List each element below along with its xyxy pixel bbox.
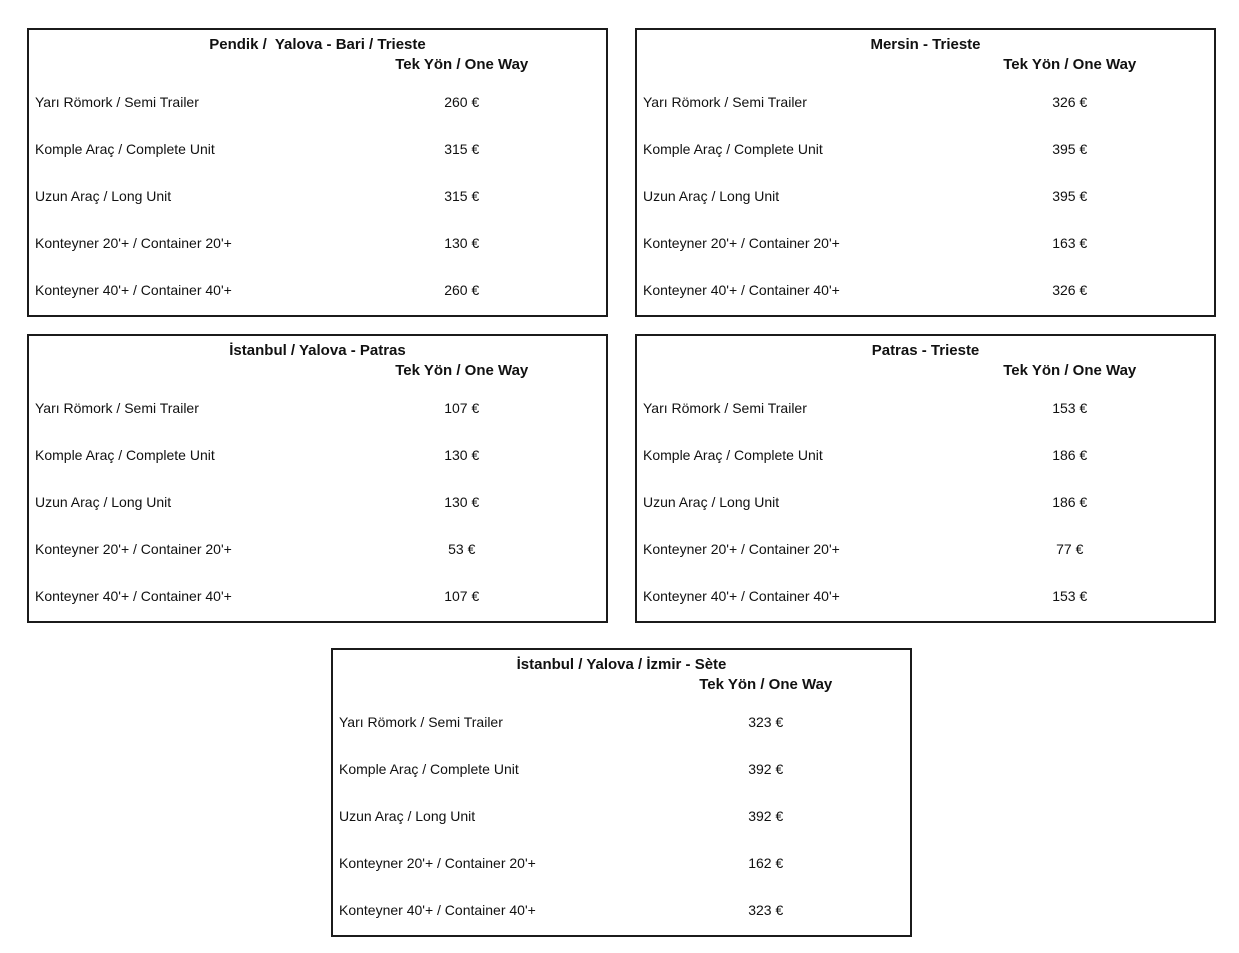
- table-row: [333, 698, 910, 745]
- price-table-patras-trieste: [635, 334, 1216, 623]
- row-price: 260 €: [444, 281, 480, 298]
- row-price: 130 €: [444, 446, 480, 463]
- row-label: Yarı Römork / Semi Trailer: [339, 713, 503, 730]
- table-row: [637, 219, 1214, 266]
- row-label: Komple Araç / Complete Unit: [35, 446, 215, 463]
- row-price: 315 €: [444, 140, 480, 157]
- column-header-one-way: Tek Yön / One Way: [1003, 56, 1137, 73]
- price-table-mersin-trieste: [635, 28, 1216, 317]
- row-label: Komple Araç / Complete Unit: [643, 140, 823, 157]
- table-row: [637, 172, 1214, 219]
- route-title: İstanbul / Yalova / İzmir - Sète: [516, 656, 727, 673]
- row-price: 107 €: [444, 587, 480, 604]
- route-title: İstanbul / Yalova - Patras: [229, 342, 406, 359]
- table-row: [333, 745, 910, 792]
- table-row: [637, 384, 1214, 431]
- row-label: Komple Araç / Complete Unit: [339, 760, 519, 777]
- route-title: Pendik / Yalova - Bari / Trieste: [209, 36, 426, 53]
- row-price: 153 €: [1052, 399, 1088, 416]
- row-price: 260 €: [444, 93, 480, 110]
- column-header-one-way: Tek Yön / One Way: [1003, 362, 1137, 379]
- row-label: Konteyner 40'+ / Container 40'+: [643, 587, 840, 604]
- table-row: [637, 78, 1214, 125]
- row-price: 186 €: [1052, 446, 1088, 463]
- row-price: 323 €: [748, 713, 784, 730]
- row-label: Uzun Araç / Long Unit: [35, 187, 172, 204]
- row-price: 53 €: [448, 540, 476, 557]
- row-label: Uzun Araç / Long Unit: [339, 807, 476, 824]
- price-rows: [333, 698, 910, 933]
- table-row: [29, 78, 606, 125]
- row-label: Komple Araç / Complete Unit: [35, 140, 215, 157]
- column-header-one-way: Tek Yön / One Way: [395, 362, 529, 379]
- row-price: 130 €: [444, 493, 480, 510]
- row-label: Konteyner 20'+ / Container 20'+: [643, 234, 840, 251]
- row-price: 395 €: [1052, 187, 1088, 204]
- table-row: [29, 125, 606, 172]
- table-row: [333, 839, 910, 886]
- route-title: Patras - Trieste: [871, 342, 980, 359]
- row-price: 395 €: [1052, 140, 1088, 157]
- row-price: 77 €: [1056, 540, 1084, 557]
- table-row: [29, 431, 606, 478]
- row-label: Konteyner 20'+ / Container 20'+: [35, 234, 232, 251]
- row-label: Yarı Römork / Semi Trailer: [35, 399, 199, 416]
- table-row: [29, 525, 606, 572]
- price-table-istanbul-yalova-izmir-sete: [331, 648, 912, 937]
- row-label: Yarı Römork / Semi Trailer: [643, 93, 807, 110]
- price-rows: [29, 78, 606, 313]
- row-label: Uzun Araç / Long Unit: [643, 493, 780, 510]
- table-row: [637, 572, 1214, 619]
- row-label: Yarı Römork / Semi Trailer: [35, 93, 199, 110]
- row-price: 392 €: [748, 760, 784, 777]
- table-row: [333, 886, 910, 933]
- table-row: [29, 384, 606, 431]
- row-label: Konteyner 20'+ / Container 20'+: [35, 540, 232, 557]
- row-price: 163 €: [1052, 234, 1088, 251]
- row-price: 326 €: [1052, 281, 1088, 298]
- row-price: 162 €: [748, 854, 784, 871]
- row-price: 186 €: [1052, 493, 1088, 510]
- row-label: Yarı Römork / Semi Trailer: [643, 399, 807, 416]
- row-price: 323 €: [748, 901, 784, 918]
- row-price: 326 €: [1052, 93, 1088, 110]
- table-row: [29, 266, 606, 313]
- table-row: [637, 125, 1214, 172]
- table-row: [29, 478, 606, 525]
- row-price: 107 €: [444, 399, 480, 416]
- price-table-pendik-yalova-bari-trieste: [27, 28, 608, 317]
- row-label: Uzun Araç / Long Unit: [35, 493, 172, 510]
- table-row: [637, 525, 1214, 572]
- table-row: [29, 172, 606, 219]
- row-label: Konteyner 40'+ / Container 40'+: [643, 281, 840, 298]
- table-row: [637, 266, 1214, 313]
- row-price: 153 €: [1052, 587, 1088, 604]
- price-rows: [637, 78, 1214, 313]
- price-table-istanbul-yalova-patras: [27, 334, 608, 623]
- column-header-one-way: Tek Yön / One Way: [699, 676, 833, 693]
- row-price: 315 €: [444, 187, 480, 204]
- table-row: [29, 572, 606, 619]
- row-label: Konteyner 40'+ / Container 40'+: [35, 587, 232, 604]
- row-price: 392 €: [748, 807, 784, 824]
- row-label: Konteyner 20'+ / Container 20'+: [339, 854, 536, 871]
- row-price: 130 €: [444, 234, 480, 251]
- row-label: Komple Araç / Complete Unit: [643, 446, 823, 463]
- route-title: Mersin - Trieste: [870, 36, 981, 53]
- table-row: [637, 478, 1214, 525]
- price-rows: [29, 384, 606, 619]
- row-label: Konteyner 40'+ / Container 40'+: [339, 901, 536, 918]
- table-row: [29, 219, 606, 266]
- row-label: Konteyner 40'+ / Container 40'+: [35, 281, 232, 298]
- table-row: [333, 792, 910, 839]
- column-header-one-way: Tek Yön / One Way: [395, 56, 529, 73]
- table-row: [637, 431, 1214, 478]
- row-label: Uzun Araç / Long Unit: [643, 187, 780, 204]
- row-label: Konteyner 20'+ / Container 20'+: [643, 540, 840, 557]
- price-rows: [637, 384, 1214, 619]
